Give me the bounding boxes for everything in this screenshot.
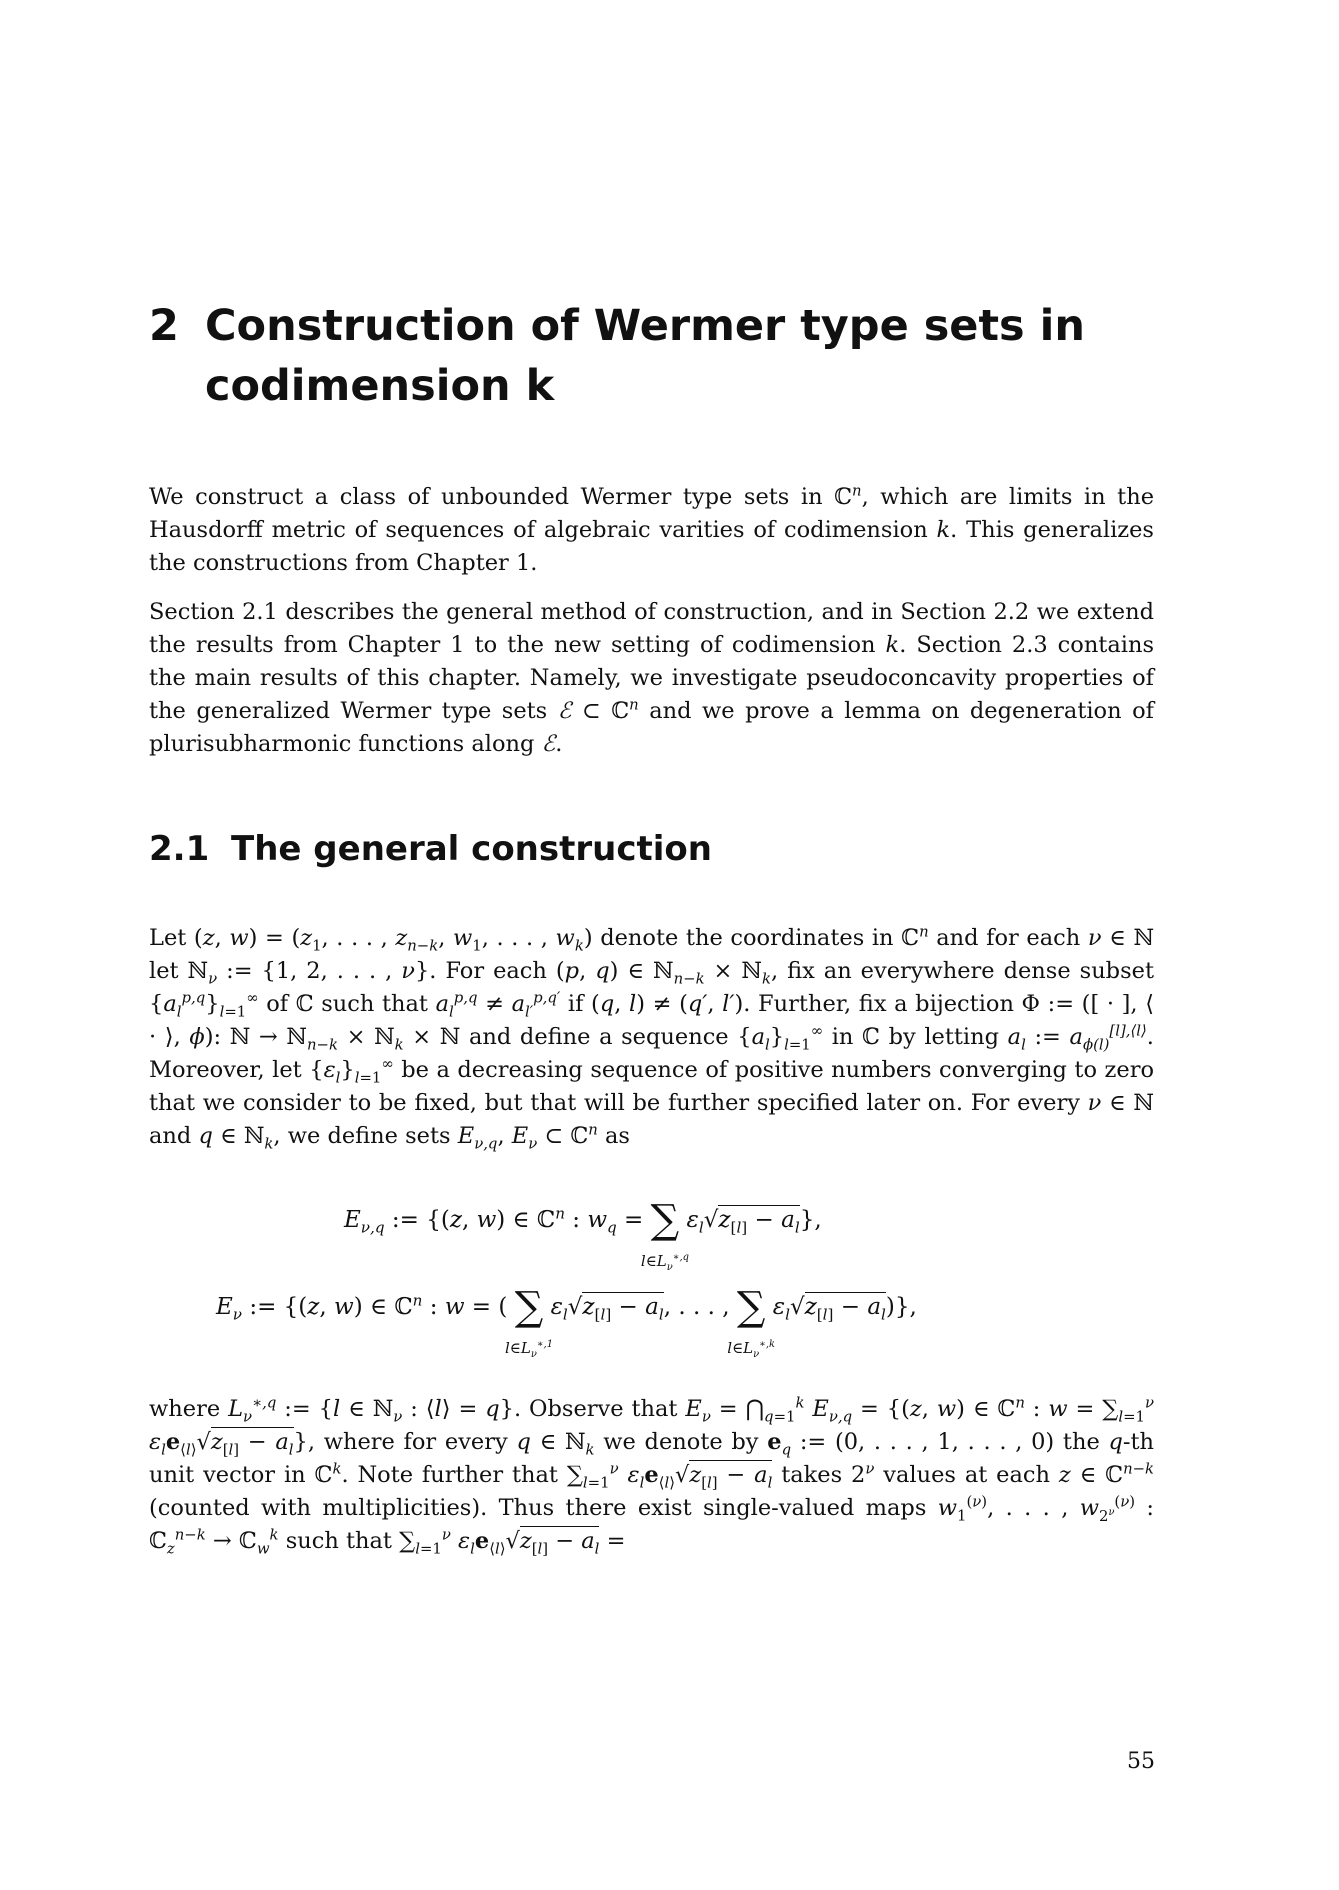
chapter-title — [149, 296, 1169, 416]
body-paragraph-1: Let (z, $w) = (z_1$, . . . , $z_{n-k}$, $w_1$, . . . , $w_k$) denote the coordinates in ℂ$^n$ and for each ν ∈ ℕ let ℕ$_\nu$ := {1, 2, . . . , ν}. For each (p, q) ∈ ℕ$_{n-k}$ × ℕ$_k$, fix an everywhere dense subset $\{a_l^{p,q}\}_{l=1}^\infty$ of ℂ such that $a_l^{p,q} \ne a_{l'}^{p,q'}$ if (q, l) ≠ (q′, l′). Further, fix a bijection Φ := ([ · ], ⟨ · ⟩, ϕ): ℕ → ℕ$_{n-k}$ × ℕ$_k$ × ℕ and define a sequence $\{a_l\}_{l=1}^\infty$ in ℂ by letting $a_l$ := $a_{\phi(l)}^{[l],⟨l⟩}$. Moreover, let $\{\varepsilon_l\}_{l=1}^\infty$ be a decreasing sequence of positive numbers converging to zero that we consider to be fixed, but that will be further specified later on. For every ν ∈ ℕ and q ∈ ℕ$_k$, we define sets $E_{\nu,q}$, $E_\nu$ ⊂ ℂ$^n$ as — [149, 922, 1155, 1153]
intro-paragraph-2: Section 2.1 describes the general method of construction, and in Section 2.2 we extend the results from Chapter 1 to the new setting of codimension k. Section 2.3 contains the main results of this chapter. Namely, we investigate pseudoconcavity properties of the generalized Wermer type sets ℰ ⊂ ℂ$^n$ and we prove a lemma on degeneration of plurisubharmonic functions along ℰ. — [149, 599, 1154, 757]
intro-paragraph-1: We construct a class of unbounded Wermer type sets in ℂ$^n$, which are limits in the Hausdorff metric of sequences of algebraic varities of codimension k. This generalizes the constructions from Chapter 1. — [149, 481, 1155, 576]
body-paragraph-2: where $L_\nu^{∗,q}$ := {l ∈ ℕ$_\nu$ : ⟨l⟩ = q}. Observe that $E_\nu$ = $⋂_{q=1}^k$ $E_{\nu,q} = \{(z$, w) ∈ ℂ$^n$ : $w = \sum_{l=1}^\nu$ $\varepsilon_le_{⟨l⟩}√z_{[l]} - a_l$}, where for every q ∈ ℕ$_k$ we denote by $e_q$ := (0, . . . , 1, . . . , 0) the q-th unit vector in ℂ$^k$. Note further that $\sum_{l=1}^\nu$ $\varepsilon_le_{⟨l⟩}√z_{[l]} - a_l$ takes $2^\nu$ values at each z ∈ ℂ$^{n-k}$ (counted with multiplicities). Thus there exist single-valued maps $w_1^{(\nu)}$, . . . , $w_{2^\nu}^{(\nu)}$ : ℂ$_z^{n-k}$ → ℂ$_w^k$ such that $\sum_{l=1}^\nu$ $\varepsilon_le_{⟨l⟩}√z_{[l]} - a_l$ = — [149, 1393, 1155, 1558]
equation-e-nu: $E_\nu$ := {(z, w) ∈ ℂ$^n$ : w = ( ∑ $l\in L_\nu^{∗,1}$ $\varepsilon_l√z_{[l]} - a_l$, . . . , ∑ $l\in L_\nu^{∗,k}$ $\varepsilon_l√z_{[l]} - a_l$)}, — [216, 1284, 917, 1360]
chapter-number: 2 — [149, 301, 179, 351]
section-title-text: The general construction — [231, 829, 712, 869]
page-number: 55 — [1127, 1749, 1155, 1774]
equation-e-nu-q: $E_{\nu,q}$ := {(z, w) ∈ ℂ$^n$ : $w_q$ = ∑ $l\in L_\nu^{∗,q}$ $\varepsilon_l√z_{[l]} - a_l$}, — [344, 1197, 822, 1273]
chapter-title-text: Construction of Wermer type sets in codimension k — [205, 301, 1085, 411]
section-title — [149, 824, 1169, 874]
section-number: 2.1 — [149, 829, 210, 869]
